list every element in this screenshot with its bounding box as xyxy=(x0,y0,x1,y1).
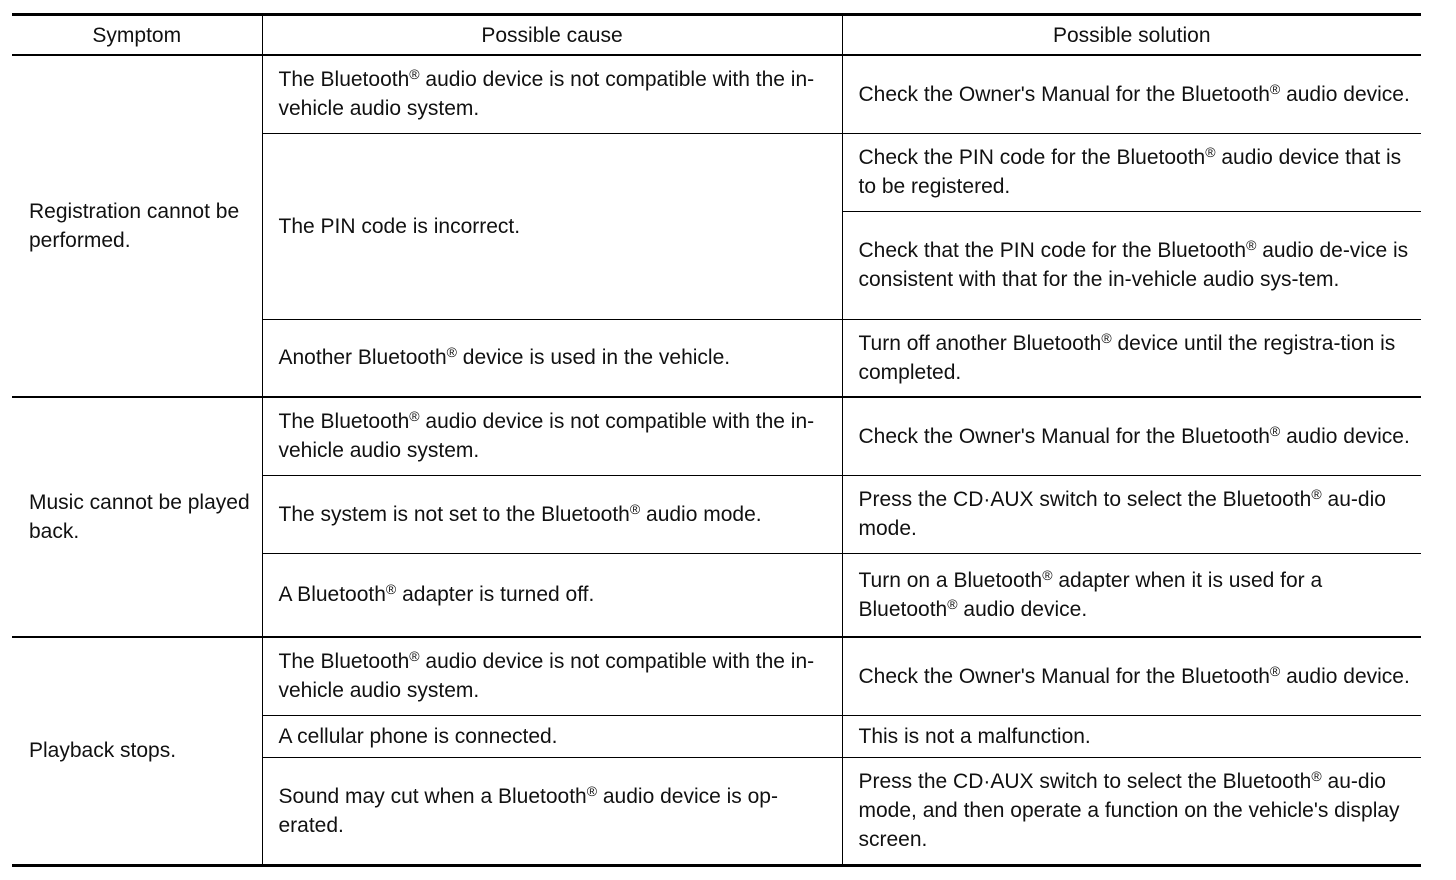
header-possible-solution: Possible solution xyxy=(842,15,1421,56)
cause-cell: The PIN code is incorrect. xyxy=(262,133,842,319)
registered-mark: ® xyxy=(1101,329,1112,346)
table-row xyxy=(12,55,1421,133)
registered-mark: ® xyxy=(1269,422,1281,439)
cause-cell: Sound may cut when a Bluetooth® audio device is op-erated. xyxy=(262,757,842,865)
registered-mark: ® xyxy=(409,66,420,83)
registered-mark: ® xyxy=(629,500,641,517)
registered-mark: ® xyxy=(1311,486,1322,502)
solution-cell: Turn on a Bluetooth® adapter when it is used for a Bluetooth® audio device. xyxy=(842,553,1421,637)
cause-cell: The Bluetooth® audio device is not compatible with the in-vehicle audio system. xyxy=(262,55,842,133)
registered-mark: ® xyxy=(385,581,397,598)
solution-cell: Press the CD·AUX switch to select the Bluetooth® au-dio mode, and then operate a function on the vehicle's display screen. xyxy=(842,757,1421,865)
cause-cell: A cellular phone is connected. xyxy=(262,715,842,757)
cause-cell: Another Bluetooth® device is used in the vehicle. xyxy=(262,319,842,397)
solution-cell: Check the PIN code for the Bluetooth® audio device that is to be registered. xyxy=(842,133,1421,211)
solution-cell: Turn off another Bluetooth® device until the registra-tion is completed. xyxy=(842,319,1421,397)
registered-mark: ® xyxy=(1042,566,1053,583)
registered-mark: ® xyxy=(1205,144,1216,160)
registered-mark: ® xyxy=(1269,80,1281,97)
solution-cell: Check the Owner's Manual for the Bluetooth® audio device. xyxy=(842,637,1421,715)
header-symptom: Symptom xyxy=(12,15,262,56)
registered-mark: ® xyxy=(409,408,420,425)
cause-cell: The Bluetooth® audio device is not compatible with the in-vehicle audio system. xyxy=(262,637,842,715)
solution-cell: Check the Owner's Manual for the Bluetooth® audio device. xyxy=(842,397,1421,475)
cause-cell: A Bluetooth® adapter is turned off. xyxy=(262,553,842,637)
table-row xyxy=(12,637,1421,715)
solution-cell: Check the Owner's Manual for the Bluetooth® audio device. xyxy=(858,80,1410,106)
symptom-cell: Registration cannot be performed. xyxy=(12,55,262,397)
cause-cell: The Bluetooth® audio device is not compatible with the in-vehicle audio system. xyxy=(262,397,842,475)
troubleshooting-table xyxy=(12,13,1421,867)
registered-mark: ® xyxy=(947,595,958,612)
registered-mark: ® xyxy=(409,648,420,665)
cause-cell: The system is not set to the Bluetooth® audio mode. xyxy=(262,475,842,553)
header-possible-cause: Possible cause xyxy=(262,15,842,56)
registered-mark: ® xyxy=(1311,768,1322,784)
solution-cell: Check that the PIN code for the Bluetooth® audio de-vice is consistent with that for the in-vehicle audio sys-tem. xyxy=(842,211,1421,319)
registered-mark: ® xyxy=(586,782,598,799)
registered-mark: ® xyxy=(1269,662,1281,679)
registered-mark: ® xyxy=(446,344,457,361)
table-row xyxy=(12,397,1421,475)
symptom-cell: Music cannot be played back. xyxy=(12,397,262,637)
registered-mark: ® xyxy=(1246,237,1257,253)
symptom-cell: Playback stops. xyxy=(12,637,262,865)
solution-cell: This is not a malfunction. xyxy=(842,715,1421,757)
solution-cell: Press the CD·AUX switch to select the Bluetooth® au-dio mode. xyxy=(842,475,1421,553)
header-row xyxy=(12,15,1421,56)
